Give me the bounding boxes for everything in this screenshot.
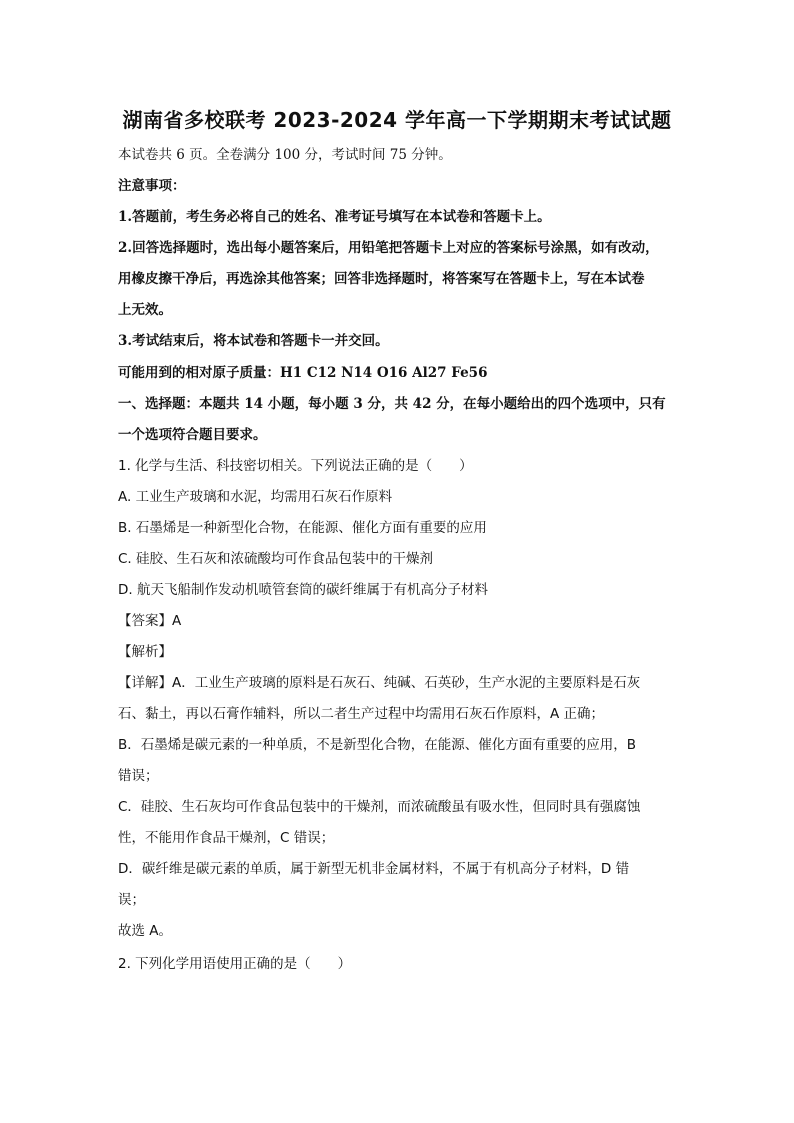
analysis-line: 【详解】A．工业生产玻璃的原料是石灰石、纯碱、石英砂，生产水泥的主要原料是石灰 bbox=[118, 675, 641, 691]
notice-line: 1.答题前，考生务必将自己的姓名、准考证号填写在本试卷和答题卡上。 bbox=[118, 209, 551, 225]
analysis-line: 故选 A。 bbox=[118, 923, 173, 939]
analysis-line: 性，不能用作食品干燥剂，C 错误； bbox=[118, 830, 335, 846]
atomic-mass-note: 可能用到的相对原子质量：H1 C12 N14 O16 Al27 Fe56 bbox=[118, 365, 488, 381]
notice-line: 2.回答选择题时，选出每小题答案后，用铅笔把答题卡上对应的答案标号涂黑，如有改动， bbox=[118, 240, 659, 256]
notice-heading: 注意事项： bbox=[118, 178, 186, 194]
analysis-line: 误； bbox=[118, 892, 145, 908]
analysis-line: B．石墨烯是碳元素的一种单质，不是新型化合物，在能源、催化方面有重要的应用，B bbox=[118, 737, 637, 753]
document-title: 湖南省多校联考 2023-2024 学年高一下学期期末考试试题 bbox=[122, 108, 672, 132]
exam-intro: 本试卷共 6 页。全卷满分 100 分，考试时间 75 分钟。 bbox=[118, 147, 452, 163]
analysis-line: D．碳纤维是碳元素的单质，属于新型无机非金属材料，不属于有机高分子材料，D 错 bbox=[118, 861, 630, 877]
notice-line: 上无效。 bbox=[118, 302, 172, 318]
analysis-line: C．硅胶、生石灰均可作食品包装中的干燥剂，而浓硫酸虽有吸水性，但同时具有强腐蚀 bbox=[118, 799, 641, 815]
question-option: C. 硅胶、生石灰和浓硫酸均可作食品包装中的干燥剂 bbox=[118, 551, 434, 567]
analysis-line: 错误； bbox=[118, 768, 159, 784]
question-option: A. 工业生产玻璃和水泥，均需用石灰石作原料 bbox=[118, 489, 393, 505]
section-heading: 一个选项符合题目要求。 bbox=[118, 427, 267, 443]
notice-line: 用橡皮擦干净后，再选涂其他答案；回答非选择题时，将答案写在答题卡上，写在本试卷 bbox=[118, 271, 645, 287]
question-option: D. 航天飞船制作发动机喷管套筒的碳纤维属于有机高分子材料 bbox=[118, 582, 488, 598]
analysis-line: 石、黏土，再以石膏作辅料，所以二者生产过程中均需用石灰石作原料，A 正确； bbox=[118, 706, 605, 722]
answer-label: 【答案】A bbox=[118, 613, 182, 629]
question-option: B. 石墨烯是一种新型化合物，在能源、催化方面有重要的应用 bbox=[118, 520, 487, 536]
analysis-heading: 【解析】 bbox=[118, 644, 172, 660]
notice-line: 3.考试结束后，将本试卷和答题卡一并交回。 bbox=[118, 333, 389, 349]
question-stem: 2. 下列化学用语使用正确的是（ ） bbox=[118, 956, 352, 972]
section-heading: 一、选择题：本题共 14 小题，每小题 3 分，共 42 分，在每小题给出的四个选项中，只有 bbox=[118, 396, 666, 412]
question-stem: 1. 化学与生活、科技密切相关。下列说法正确的是（ ） bbox=[118, 458, 473, 474]
